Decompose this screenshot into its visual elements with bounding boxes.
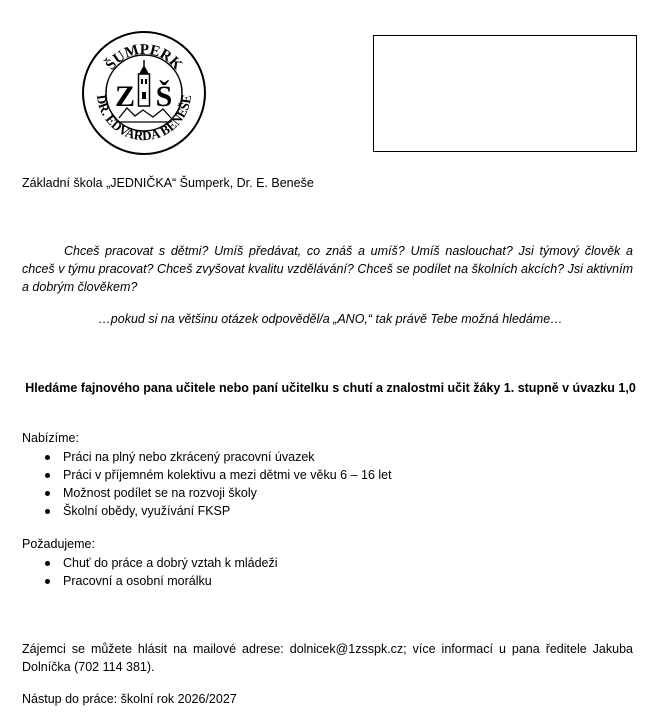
list-item: Práci v příjemném kolektivu a mezi dětmi ve věku 6 – 16 let [22, 466, 392, 484]
require-title: Požadujeme: [22, 537, 95, 551]
contact-paragraph: Zájemci se můžete hlásit na mailové adrese: dolnicek@1zsspk.cz; více informací u pana ředitele Jakuba Dolníčka (702 114 381). [22, 642, 633, 674]
list-item: Možnost podílet se na rozvoji školy [22, 484, 392, 502]
logo-letter-right: Š [155, 80, 173, 113]
require-list [22, 554, 278, 590]
intro-paragraph: Chceš pracovat s dětmi? Umíš předávat, co znáš a umíš? Umíš naslouchat? Jsi týmový člověk a chceš v týmu pracovat? Chceš zvyšovat kvalitu vzdělávání? Chceš se podílet na školních akcích? Jsi aktivním a dobrým člověkem? [22, 244, 633, 294]
offer-title: Nabízíme: [22, 431, 79, 445]
empty-frame [373, 35, 637, 152]
list-item: Školní obědy, využívání FKSP [22, 502, 392, 520]
intro-tagline: …pokud si na většinu otázek odpověděl/a „ANO,“ tak právě Tebe možná hledáme… [98, 312, 563, 326]
logo-top-text: ŠUMPERK [102, 41, 186, 74]
list-item: Pracovní a osobní morálku [22, 572, 278, 590]
svg-text:DR. EDVARDA BENEŠE [94, 94, 194, 144]
list-item: Práci na plný nebo zkrácený pracovní úvazek [22, 448, 392, 466]
logo-letter-left: Z [114, 80, 136, 113]
logo-bottom-text: DR. EDVARDA BENEŠE [93, 93, 195, 144]
school-logo [81, 30, 207, 156]
start-date: Nástup do práce: školní rok 2026/2027 [22, 692, 237, 706]
list-item: Chuť do práce a dobrý vztah k mládeži [22, 554, 278, 572]
offer-list [22, 448, 392, 520]
school-name: Základní škola „JEDNIČKA“ Šumperk, Dr. E. Beneše [22, 176, 314, 190]
job-headline: Hledáme fajnového pana učitele nebo paní učitelku s chutí a znalostmi učit žáky 1. stupně v úvazku 1,0 [25, 381, 636, 395]
